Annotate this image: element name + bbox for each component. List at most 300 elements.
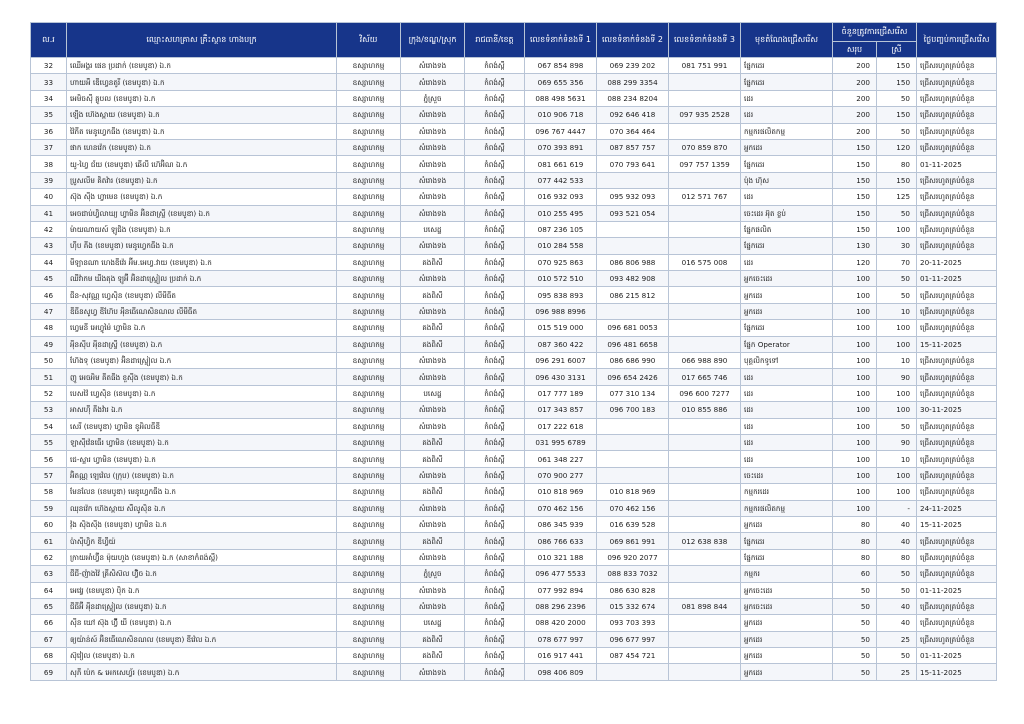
total-needed-cell: 50 bbox=[833, 648, 877, 664]
district-cell: សំរោងទង bbox=[401, 418, 465, 434]
province-cell: កំពង់ស្ពឺ bbox=[465, 107, 525, 123]
company-name-cell: អាសហ៊ី គីងវ៉ារ ឯ.ក bbox=[67, 402, 337, 418]
province-cell: កំពង់ស្ពឺ bbox=[465, 598, 525, 614]
company-name-cell: ស៊ីន ឃៅ ស៊ុង ហ៊្វី យី (ខេមបូឌា) ឯ.ក bbox=[67, 615, 337, 631]
deadline-cell: ជ្រើសរហូតគ្រប់ចំនួន bbox=[917, 353, 997, 369]
header-province: រាជធានី/ខេត្ត bbox=[465, 23, 525, 58]
company-name-cell: អេចជាប់ហ្វិលាឃ្យ ហ្វាមិន អ៊ិនដាស្ទ្រី (ខេមបូឌា) ឯ.ក bbox=[67, 205, 337, 221]
row-number-cell: 60 bbox=[31, 516, 67, 532]
deadline-cell: 15-11-2025 bbox=[917, 336, 997, 352]
phone-1-cell: 088 420 2000 bbox=[525, 615, 597, 631]
table-body bbox=[31, 58, 997, 681]
total-needed-cell: 100 bbox=[833, 467, 877, 483]
header-female: ស្រី bbox=[877, 42, 917, 58]
female-needed-cell: 100 bbox=[877, 467, 917, 483]
position-cell: ផ្នែកដេរ bbox=[741, 320, 833, 336]
deadline-cell: 20-11-2025 bbox=[917, 254, 997, 270]
phone-1-cell: 017 222 618 bbox=[525, 418, 597, 434]
total-needed-cell: 50 bbox=[833, 631, 877, 647]
phone-3-cell bbox=[669, 434, 741, 450]
district-cell: សំរោងទង bbox=[401, 123, 465, 139]
female-needed-cell: 150 bbox=[877, 58, 917, 74]
header-deadline: ថ្ងៃបញ្ចប់ការជ្រើសរើស bbox=[917, 23, 997, 58]
female-needed-cell: 100 bbox=[877, 402, 917, 418]
company-name-cell: អេវេរ្វ (ខេមបូឌា) ប៉ិក ឯ.ក bbox=[67, 582, 337, 598]
row-number-cell: 50 bbox=[31, 353, 67, 369]
phone-2-cell: 070 462 156 bbox=[597, 500, 669, 516]
row-number-cell: 61 bbox=[31, 533, 67, 549]
district-cell: សំរោងទង bbox=[401, 107, 465, 123]
phone-1-cell: 010 321 188 bbox=[525, 549, 597, 565]
position-cell: ផ្នែកដេរ bbox=[741, 156, 833, 172]
district-cell: សំរោងទង bbox=[401, 172, 465, 188]
province-cell: កំពង់ស្ពឺ bbox=[465, 402, 525, 418]
table-row bbox=[31, 189, 997, 205]
province-cell: កំពង់ស្ពឺ bbox=[465, 287, 525, 303]
table-row bbox=[31, 402, 997, 418]
company-name-cell: ស៊ុវៀល (ខេមបូឌា) ឯ.ក bbox=[67, 648, 337, 664]
phone-3-cell: 097 935 2528 bbox=[669, 107, 741, 123]
table-row bbox=[31, 254, 997, 270]
phone-2-cell: 088 299 3354 bbox=[597, 74, 669, 90]
female-needed-cell: 10 bbox=[877, 303, 917, 319]
phone-2-cell: 096 654 2426 bbox=[597, 369, 669, 385]
row-number-cell: 53 bbox=[31, 402, 67, 418]
total-needed-cell: 100 bbox=[833, 353, 877, 369]
deadline-cell: ជ្រើសរហូតគ្រប់ចំនួន bbox=[917, 631, 997, 647]
row-number-cell: 35 bbox=[31, 107, 67, 123]
district-cell: សំរោងទង bbox=[401, 303, 465, 319]
job-vacancy-table-wrapper bbox=[30, 22, 996, 681]
company-name-cell: ជីន-សុវណ្ណ ហ្វេស៊ិន (ខេមបូឌា) លីមីធីត bbox=[67, 287, 337, 303]
phone-3-cell: 096 600 7277 bbox=[669, 385, 741, 401]
company-name-cell: ហ៊ែងទុ (ខេមបូឌា) អ៊ិនដាស្ទ្រៀល ឯ.ក bbox=[67, 353, 337, 369]
phone-2-cell: 096 681 0053 bbox=[597, 320, 669, 336]
position-cell: អ្នកដេរ bbox=[741, 648, 833, 664]
district-cell: គងពិសី bbox=[401, 648, 465, 664]
company-name-cell: សេរី (ខេមបូឌា) ហ្វាមិន ខូអិលធីឌី bbox=[67, 418, 337, 434]
row-number-cell: 42 bbox=[31, 221, 67, 237]
position-cell: អ្នកដេរ bbox=[741, 516, 833, 532]
total-needed-cell: 100 bbox=[833, 320, 877, 336]
sector-cell: ឧស្សាហកម្ម bbox=[337, 516, 401, 532]
position-cell: ផ្នែកដេរ bbox=[741, 58, 833, 74]
deadline-cell: ជ្រើសរហូតគ្រប់ចំនួន bbox=[917, 189, 997, 205]
province-cell: កំពង់ស្ពឺ bbox=[465, 484, 525, 500]
table-row bbox=[31, 631, 997, 647]
phone-3-cell bbox=[669, 418, 741, 434]
row-number-cell: 52 bbox=[31, 385, 67, 401]
deadline-cell: ជ្រើសរហូតគ្រប់ចំនួន bbox=[917, 434, 997, 450]
position-cell: ដេរ bbox=[741, 402, 833, 418]
table-row bbox=[31, 271, 997, 287]
total-needed-cell: 100 bbox=[833, 369, 877, 385]
phone-1-cell: 010 818 969 bbox=[525, 484, 597, 500]
phone-2-cell: 016 639 528 bbox=[597, 516, 669, 532]
position-cell: អ្នកចេះដេរ bbox=[741, 598, 833, 614]
row-number-cell: 40 bbox=[31, 189, 67, 205]
deadline-cell: ជ្រើសរហូតគ្រប់ចំនួន bbox=[917, 238, 997, 254]
province-cell: កំពង់ស្ពឺ bbox=[465, 533, 525, 549]
company-name-cell: សុភី ប៉េក & អេកសេហ្វ័រ (ខេមបូឌា) ឯ.ក bbox=[67, 664, 337, 680]
phone-2-cell: 086 806 988 bbox=[597, 254, 669, 270]
female-needed-cell: 70 bbox=[877, 254, 917, 270]
sector-cell: ឧស្សាហកម្ម bbox=[337, 172, 401, 188]
female-needed-cell: 10 bbox=[877, 451, 917, 467]
phone-3-cell bbox=[669, 648, 741, 664]
position-cell: ដេរ bbox=[741, 107, 833, 123]
phone-3-cell bbox=[669, 631, 741, 647]
row-number-cell: 58 bbox=[31, 484, 67, 500]
position-cell: ប៉ុង ហ៊ុស bbox=[741, 172, 833, 188]
position-cell: ផ្នែកដេរ bbox=[741, 549, 833, 565]
deadline-cell: ជ្រើសរហូតគ្រប់ចំនួន bbox=[917, 385, 997, 401]
phone-3-cell bbox=[669, 615, 741, 631]
district-cell: សំរោងទង bbox=[401, 74, 465, 90]
district-cell: គងពិសី bbox=[401, 336, 465, 352]
phone-2-cell bbox=[597, 451, 669, 467]
phone-1-cell: 016 917 441 bbox=[525, 648, 597, 664]
sector-cell: ឧស្សាហកម្ម bbox=[337, 418, 401, 434]
phone-3-cell: 097 757 1359 bbox=[669, 156, 741, 172]
company-name-cell: ឡេីង ហ៊េងស្ពាយ (ខេមបូឌា) ឯ.ក bbox=[67, 107, 337, 123]
company-name-cell: ស៊ុង ស៊ីង ហ្វាមេន (ខេមបូឌា) ឯ.ក bbox=[67, 189, 337, 205]
female-needed-cell: 90 bbox=[877, 369, 917, 385]
row-number-cell: 38 bbox=[31, 156, 67, 172]
sector-cell: ឧស្សាហកម្ម bbox=[337, 58, 401, 74]
female-needed-cell: 150 bbox=[877, 172, 917, 188]
row-number-cell: 68 bbox=[31, 648, 67, 664]
phone-1-cell: 010 284 558 bbox=[525, 238, 597, 254]
phone-3-cell bbox=[669, 205, 741, 221]
total-needed-cell: 150 bbox=[833, 172, 877, 188]
sector-cell: ឧស្សាហកម្ម bbox=[337, 336, 401, 352]
female-needed-cell: - bbox=[877, 500, 917, 516]
sector-cell: ឧស្សាហកម្ម bbox=[337, 582, 401, 598]
phone-2-cell: 087 857 757 bbox=[597, 139, 669, 155]
female-needed-cell: 40 bbox=[877, 516, 917, 532]
total-needed-cell: 100 bbox=[833, 418, 877, 434]
phone-2-cell: 070 364 464 bbox=[597, 123, 669, 139]
deadline-cell: ជ្រើសរហូតគ្រប់ចំនួន bbox=[917, 172, 997, 188]
phone-3-cell: 070 859 870 bbox=[669, 139, 741, 155]
header-sector: វិស័យ bbox=[337, 23, 401, 58]
province-cell: កំពង់ស្ពឺ bbox=[465, 221, 525, 237]
table-row bbox=[31, 516, 997, 532]
phone-1-cell: 096 430 3131 bbox=[525, 369, 597, 385]
header-total: សរុប bbox=[833, 42, 877, 58]
province-cell: កំពង់ស្ពឺ bbox=[465, 254, 525, 270]
female-needed-cell: 30 bbox=[877, 238, 917, 254]
row-number-cell: 51 bbox=[31, 369, 67, 385]
sector-cell: ឧស្សាហកម្ម bbox=[337, 287, 401, 303]
female-needed-cell: 25 bbox=[877, 631, 917, 647]
deadline-cell: ជ្រើសរហូតគ្រប់ចំនួន bbox=[917, 598, 997, 614]
position-cell: ដេរ bbox=[741, 434, 833, 450]
province-cell: កំពង់ស្ពឺ bbox=[465, 353, 525, 369]
sector-cell: ឧស្សាហកម្ម bbox=[337, 434, 401, 450]
deadline-cell: ជ្រើសរហូតគ្រប់ចំនួន bbox=[917, 484, 997, 500]
phone-1-cell: 010 572 510 bbox=[525, 271, 597, 287]
position-cell: ផ្នែកដេរ bbox=[741, 238, 833, 254]
table-row bbox=[31, 172, 997, 188]
company-name-cell: ហ៊ីប គីង (ខេមបូឌា) មេនូហ្វេកធីង ឯ.ក bbox=[67, 238, 337, 254]
total-needed-cell: 100 bbox=[833, 287, 877, 303]
phone-3-cell: 066 988 890 bbox=[669, 353, 741, 369]
district-cell: សំរោងទង bbox=[401, 369, 465, 385]
phone-1-cell: 086 345 939 bbox=[525, 516, 597, 532]
phone-3-cell: 017 665 746 bbox=[669, 369, 741, 385]
total-needed-cell: 80 bbox=[833, 516, 877, 532]
phone-2-cell: 096 677 997 bbox=[597, 631, 669, 647]
province-cell: កំពង់ស្ពឺ bbox=[465, 74, 525, 90]
position-cell: កម្មករផលិតកម្ម bbox=[741, 123, 833, 139]
position-cell: ដេរ bbox=[741, 254, 833, 270]
phone-1-cell: 016 932 093 bbox=[525, 189, 597, 205]
row-number-cell: 63 bbox=[31, 566, 67, 582]
phone-3-cell bbox=[669, 238, 741, 254]
phone-2-cell bbox=[597, 303, 669, 319]
total-needed-cell: 50 bbox=[833, 598, 877, 614]
phone-2-cell: 095 932 093 bbox=[597, 189, 669, 205]
phone-2-cell bbox=[597, 238, 669, 254]
total-needed-cell: 50 bbox=[833, 582, 877, 598]
female-needed-cell: 10 bbox=[877, 353, 917, 369]
district-cell: គងពិសី bbox=[401, 287, 465, 303]
total-needed-cell: 100 bbox=[833, 500, 877, 516]
district-cell: សំរោងទង bbox=[401, 467, 465, 483]
district-cell: សំរោងទង bbox=[401, 58, 465, 74]
deadline-cell: ជ្រើសរហូតគ្រប់ចំនួន bbox=[917, 615, 997, 631]
table-row bbox=[31, 385, 997, 401]
sector-cell: ឧស្សាហកម្ម bbox=[337, 123, 401, 139]
row-number-cell: 41 bbox=[31, 205, 67, 221]
phone-1-cell: 098 406 809 bbox=[525, 664, 597, 680]
phone-3-cell bbox=[669, 500, 741, 516]
phone-3-cell bbox=[669, 287, 741, 303]
province-cell: កំពង់ស្ពឺ bbox=[465, 566, 525, 582]
sector-cell: ឧស្សាហកម្ម bbox=[337, 385, 401, 401]
sector-cell: ឧស្សាហកម្ម bbox=[337, 549, 401, 565]
sector-cell: ឧស្សាហកម្ម bbox=[337, 238, 401, 254]
company-name-cell: ហាយអឺ ឌើហ្វេនតូរី (ខេមបូឌា) ឯ.ក bbox=[67, 74, 337, 90]
phone-3-cell bbox=[669, 90, 741, 106]
district-cell: គងពិសី bbox=[401, 434, 465, 450]
total-needed-cell: 200 bbox=[833, 107, 877, 123]
table-row bbox=[31, 418, 997, 434]
company-name-cell: ប្រូសលីម គិតវ៉ារ (ខេមបូឌា) ឯ.ក bbox=[67, 172, 337, 188]
province-cell: កំពង់ស្ពឺ bbox=[465, 369, 525, 385]
company-name-cell: ជីធីអ៊ី អុីនដាស្ទ្រៀល (ខេមបូឌា) ឯ.ក bbox=[67, 598, 337, 614]
total-needed-cell: 200 bbox=[833, 74, 877, 90]
row-number-cell: 59 bbox=[31, 500, 67, 516]
table-row bbox=[31, 615, 997, 631]
province-cell: កំពង់ស្ពឺ bbox=[465, 123, 525, 139]
sector-cell: ឧស្សាហកម្ម bbox=[337, 271, 401, 287]
phone-1-cell: 096 477 5533 bbox=[525, 566, 597, 582]
company-name-cell: ញូ អេចអិម គីតធីង ខួស៊ីង (ខេមបូឌា) ឯ.ក bbox=[67, 369, 337, 385]
deadline-cell: ជ្រើសរហូតគ្រប់ចំនួន bbox=[917, 566, 997, 582]
header-phone-3: លេខទំនាក់ទំនងទី 3 bbox=[669, 23, 741, 58]
table-row bbox=[31, 221, 997, 237]
position-cell: អ្នកដេរ bbox=[741, 287, 833, 303]
phone-3-cell bbox=[669, 123, 741, 139]
female-needed-cell: 100 bbox=[877, 385, 917, 401]
position-cell: អ្នកដេរ bbox=[741, 303, 833, 319]
female-needed-cell: 125 bbox=[877, 189, 917, 205]
company-name-cell: ឈើអង្គរ ផេន ប្រដាក់ (ខេមបូឌា) ឯ.ក bbox=[67, 58, 337, 74]
deadline-cell: ជ្រើសរហូតគ្រប់ចំនួន bbox=[917, 369, 997, 385]
female-needed-cell: 50 bbox=[877, 90, 917, 106]
total-needed-cell: 80 bbox=[833, 533, 877, 549]
table-row bbox=[31, 500, 997, 516]
district-cell: បសេដ្ឋ bbox=[401, 385, 465, 401]
phone-2-cell bbox=[597, 418, 669, 434]
total-needed-cell: 150 bbox=[833, 221, 877, 237]
district-cell: ភ្នំស្រួច bbox=[401, 90, 465, 106]
female-needed-cell: 100 bbox=[877, 320, 917, 336]
total-needed-cell: 120 bbox=[833, 254, 877, 270]
district-cell: ភ្នំស្រួច bbox=[401, 566, 465, 582]
female-needed-cell: 150 bbox=[877, 74, 917, 90]
table-row bbox=[31, 451, 997, 467]
row-number-cell: 39 bbox=[31, 172, 67, 188]
position-cell: ចេះដេរ bbox=[741, 467, 833, 483]
row-number-cell: 66 bbox=[31, 615, 67, 631]
district-cell: សំរោងទង bbox=[401, 353, 465, 369]
row-number-cell: 64 bbox=[31, 582, 67, 598]
phone-2-cell: 093 703 393 bbox=[597, 615, 669, 631]
company-name-cell: ជីជី-ញ៉ាងវ៉ៃ គ្រីសិស៊ល ហ៊្វិច ឯ.ក bbox=[67, 566, 337, 582]
position-cell: ដេរ bbox=[741, 451, 833, 467]
table-row bbox=[31, 582, 997, 598]
phone-2-cell: 096 700 183 bbox=[597, 402, 669, 418]
position-cell: អ្នកចេះដេរ bbox=[741, 271, 833, 287]
position-cell: អ្នកដេរ bbox=[741, 615, 833, 631]
row-number-cell: 47 bbox=[31, 303, 67, 319]
phone-2-cell: 086 630 828 bbox=[597, 582, 669, 598]
position-cell: ដេរ bbox=[741, 385, 833, 401]
table-row bbox=[31, 434, 997, 450]
female-needed-cell: 50 bbox=[877, 582, 917, 598]
province-cell: កំពង់ស្ពឺ bbox=[465, 500, 525, 516]
total-needed-cell: 200 bbox=[833, 90, 877, 106]
company-name-cell: ម៉ាយណាយស៍ ឡូជិង (ខេមបូឌា) ឯ.ក bbox=[67, 221, 337, 237]
province-cell: កំពង់ស្ពឺ bbox=[465, 385, 525, 401]
total-needed-cell: 150 bbox=[833, 205, 877, 221]
phone-3-cell bbox=[669, 566, 741, 582]
province-cell: កំពង់ស្ពឺ bbox=[465, 451, 525, 467]
position-cell: កម្មករផលិតកម្ម bbox=[741, 500, 833, 516]
deadline-cell: ជ្រើសរហូតគ្រប់ចំនួន bbox=[917, 221, 997, 237]
sector-cell: ឧស្សាហកម្ម bbox=[337, 369, 401, 385]
district-cell: សំរោងទង bbox=[401, 271, 465, 287]
phone-3-cell bbox=[669, 271, 741, 287]
total-needed-cell: 100 bbox=[833, 271, 877, 287]
district-cell: សំរោងទង bbox=[401, 156, 465, 172]
phone-3-cell bbox=[669, 74, 741, 90]
phone-2-cell: 070 793 641 bbox=[597, 156, 669, 172]
position-cell: អ្នកដេរ bbox=[741, 664, 833, 680]
table-row bbox=[31, 648, 997, 664]
female-needed-cell: 80 bbox=[877, 549, 917, 565]
phone-2-cell bbox=[597, 221, 669, 237]
female-needed-cell: 40 bbox=[877, 615, 917, 631]
sector-cell: ឧស្សាហកម្ម bbox=[337, 467, 401, 483]
total-needed-cell: 200 bbox=[833, 123, 877, 139]
female-needed-cell: 50 bbox=[877, 205, 917, 221]
deadline-cell: 01-11-2025 bbox=[917, 271, 997, 287]
header-no: ល.រ bbox=[31, 23, 67, 58]
phone-2-cell: 087 454 721 bbox=[597, 648, 669, 664]
row-number-cell: 54 bbox=[31, 418, 67, 434]
phone-3-cell bbox=[669, 336, 741, 352]
sector-cell: ឧស្សាហកម្ម bbox=[337, 139, 401, 155]
position-cell: កម្មករដេរ bbox=[741, 484, 833, 500]
phone-2-cell: 069 239 202 bbox=[597, 58, 669, 74]
company-name-cell: យូ-ហ្វៃ ជ័យ (ខេមបូឌា) ឆេីលី ហ៊េអ៊ិណ ឯ.ក bbox=[67, 156, 337, 172]
province-cell: កំពង់ស្ពឺ bbox=[465, 139, 525, 155]
district-cell: សំរោងទង bbox=[401, 582, 465, 598]
female-needed-cell: 50 bbox=[877, 271, 917, 287]
phone-1-cell: 017 343 857 bbox=[525, 402, 597, 418]
row-number-cell: 65 bbox=[31, 598, 67, 614]
province-cell: កំពង់ស្ពឺ bbox=[465, 189, 525, 205]
province-cell: កំពង់ស្ពឺ bbox=[465, 320, 525, 336]
phone-2-cell: 093 521 054 bbox=[597, 205, 669, 221]
table-row bbox=[31, 238, 997, 254]
total-needed-cell: 150 bbox=[833, 189, 877, 205]
phone-1-cell: 096 988 8996 bbox=[525, 303, 597, 319]
sector-cell: ឧស្សាហកម្ម bbox=[337, 631, 401, 647]
phone-3-cell bbox=[669, 549, 741, 565]
phone-3-cell: 081 898 844 bbox=[669, 598, 741, 614]
female-needed-cell: 50 bbox=[877, 418, 917, 434]
phone-2-cell: 088 833 7032 bbox=[597, 566, 669, 582]
sector-cell: ឧស្សាហកម្ម bbox=[337, 221, 401, 237]
table-header bbox=[31, 23, 997, 58]
sector-cell: ឧស្សាហកម្ម bbox=[337, 598, 401, 614]
phone-3-cell bbox=[669, 467, 741, 483]
company-name-cell: អុីនស៊ីប អុីនដាស្ទ្រី (ខេមបូឌា) ឯ.ក bbox=[67, 336, 337, 352]
phone-2-cell bbox=[597, 664, 669, 680]
phone-3-cell: 012 638 838 bbox=[669, 533, 741, 549]
company-name-cell: ផាក ហេនវ៉េក (ខេមបូឌា) ឯ.ក bbox=[67, 139, 337, 155]
deadline-cell: 15-11-2025 bbox=[917, 516, 997, 532]
row-number-cell: 48 bbox=[31, 320, 67, 336]
phone-2-cell bbox=[597, 434, 669, 450]
phone-2-cell bbox=[597, 172, 669, 188]
position-cell: ដេរ bbox=[741, 418, 833, 434]
phone-2-cell: 096 920 2077 bbox=[597, 549, 669, 565]
total-needed-cell: 50 bbox=[833, 664, 877, 680]
sector-cell: ឧស្សាហកម្ម bbox=[337, 90, 401, 106]
job-vacancy-table bbox=[30, 22, 997, 681]
female-needed-cell: 25 bbox=[877, 664, 917, 680]
table-row bbox=[31, 484, 997, 500]
company-name-cell: វ៉ុង ស៊ិងស៊ីង (ខេមបូឌា) ហ្វាមិន ឯ.ក bbox=[67, 516, 337, 532]
phone-3-cell: 081 751 991 bbox=[669, 58, 741, 74]
company-name-cell: ឡាស៊ីវ៉េនធើរ ហ្វាមិន (ខេមបូឌា) ឯ.ក bbox=[67, 434, 337, 450]
sector-cell: ឧស្សាហកម្ម bbox=[337, 566, 401, 582]
position-cell: បុគ្គលិកទូទៅ bbox=[741, 353, 833, 369]
deadline-cell: 24-11-2025 bbox=[917, 500, 997, 516]
table-row bbox=[31, 205, 997, 221]
district-cell: សំរោងទង bbox=[401, 189, 465, 205]
total-needed-cell: 200 bbox=[833, 58, 877, 74]
phone-3-cell bbox=[669, 221, 741, 237]
phone-1-cell: 070 900 277 bbox=[525, 467, 597, 483]
